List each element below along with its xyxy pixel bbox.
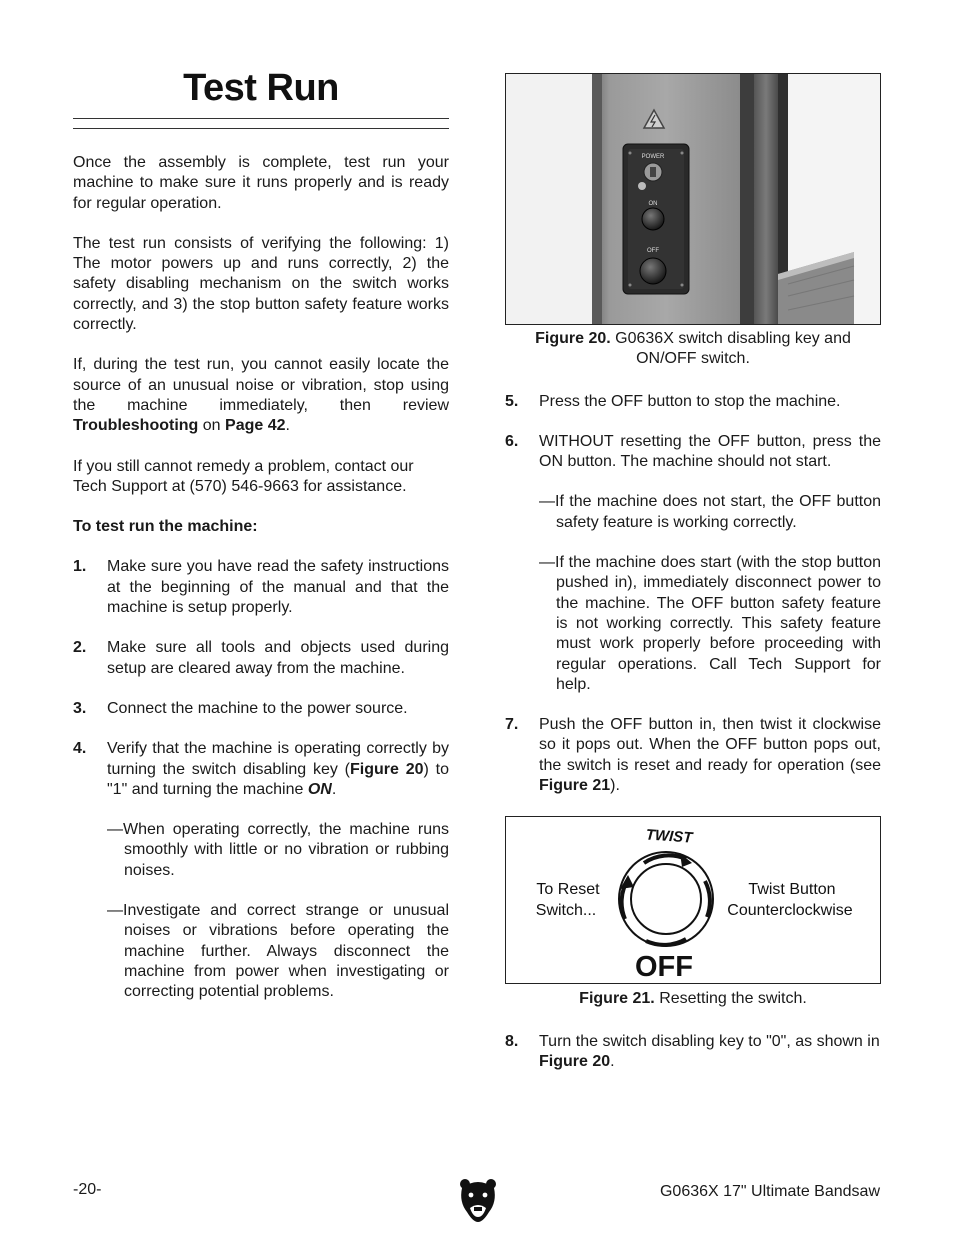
step-number: 3. (73, 699, 87, 717)
bear-logo-icon (459, 1176, 497, 1228)
left-column (73, 66, 449, 1023)
troubleshooting-reference: Troubleshooting (73, 417, 199, 435)
lower-arrow-icon (646, 939, 686, 945)
intro-paragraph-3: If, during the test run, you cannot easily locate the source of an unusual noise or vibration, stop using the machine immediately, then review Troubleshooting on Page 42. (73, 356, 449, 435)
step-number: 7. (505, 716, 519, 734)
step-text: Make sure you have read the safety instructions at the beginning of the manual and that the machine is setup properly. (107, 558, 449, 617)
step-number: 1. (73, 558, 87, 576)
twist-label: TWIST (645, 826, 693, 847)
step-number: 6. (505, 432, 519, 450)
switch-panel-illustration (506, 74, 880, 324)
step-text: Connect the machine to the power source. (107, 699, 408, 717)
reset-switch-diagram (506, 817, 880, 983)
intro-paragraph-2: The test run consists of verifying the following: 1) The motor powers up and runs correctly, 2) the safety disabling mechanism on the switch works correctly, and 3) the stop button safety feature works correctly. (73, 234, 449, 334)
right-column (505, 73, 881, 1092)
figure-20-reference: Figure 20 (539, 1052, 611, 1070)
step-number: 4. (73, 740, 87, 758)
page-title: Test Run (183, 67, 339, 109)
procedure-heading: To test run the machine: (73, 518, 258, 536)
intro-paragraph-4: If you still cannot remedy a problem, contact our Tech Support at (570) 546-9663 for assistance. (73, 457, 414, 495)
figure-21-diagram (505, 816, 881, 984)
on-emphasis: ON (307, 780, 332, 798)
step-6 (505, 432, 881, 473)
page-reference: Page 42 (225, 417, 286, 435)
step-6-note-1: —If the machine does not start, the OFF button safety feature is working correctly. (539, 493, 881, 531)
figure-20-caption: Figure 20. G0636X switch disabling key and ON/OFF switch. (535, 330, 851, 368)
step-7: 7. Push the OFF button in, then twist it clockwise so it pops out. When the OFF button pops out, the switch is reset and ready for operation (see Figure 21). (505, 716, 881, 795)
figure-21-reference: Figure 21 (539, 777, 611, 795)
step-4-note-2: —Investigate and correct strange or unusual noises or vibrations before operating the machine further. Always disconnect the machine from power when investigating or correcting potential problems. (107, 902, 449, 1001)
model-name: G0636X 17" Ultimate Bandsaw (659, 1183, 880, 1200)
step-number: 5. (505, 392, 519, 410)
step-number: 2. (73, 639, 87, 657)
left-text-line-2: Switch... (535, 902, 597, 920)
figure-21-caption: Figure 21. Resetting the switch. (579, 990, 807, 1008)
figure-20-reference: Figure 20 (350, 760, 424, 778)
intro-paragraph-1: Once the assembly is complete, test run your machine to make sure it runs properly and is ready for regular operation. (73, 154, 449, 212)
step-8: 8. Turn the switch disabling key to "0", as shown in Figure 20. (505, 1032, 880, 1070)
title-rule (73, 118, 449, 129)
right-text-line-2: Counterclockwise (727, 902, 853, 920)
page-number: -20- (73, 1181, 102, 1198)
step-text: Press the OFF button to stop the machine. (539, 392, 841, 410)
off-label: OFF (635, 951, 693, 984)
step-1 (73, 557, 449, 618)
step-text: WITHOUT resetting the OFF button, press the ON button. The machine should not start. (539, 432, 881, 471)
panel-off-label: OFF (647, 248, 659, 254)
step-6-note-2: —If the machine does start (with the stop button pushed in), immediately disconnect power to the machine. The OFF button safety feature is not working correctly. This safety feature must work properly before proceeding with regular operations. Call Tech Support for help. (539, 554, 881, 693)
left-text-line-1: To Reset (536, 881, 600, 899)
step-4: 4. Verify that the machine is operating correctly by turning the switch disabling key (Figure 20) to "1" and turning the machine ON. (73, 740, 449, 798)
panel-on-label: ON (648, 201, 658, 207)
step-3 (73, 699, 449, 719)
panel-power-label: POWER (641, 154, 665, 160)
figure-20-photo (505, 73, 881, 325)
step-5 (505, 392, 881, 412)
step-4-note-1: —When operating correctly, the machine runs smoothly with little or no vibration or rubbing noises. (107, 821, 449, 879)
right-text-line-1: Twist Button (748, 881, 836, 899)
step-text: Make sure all tools and objects used during setup are cleared away from the machine. (107, 639, 449, 677)
step-2 (73, 638, 449, 679)
clockwise-arrow-icon (644, 856, 686, 864)
step-number: 8. (505, 1032, 519, 1050)
